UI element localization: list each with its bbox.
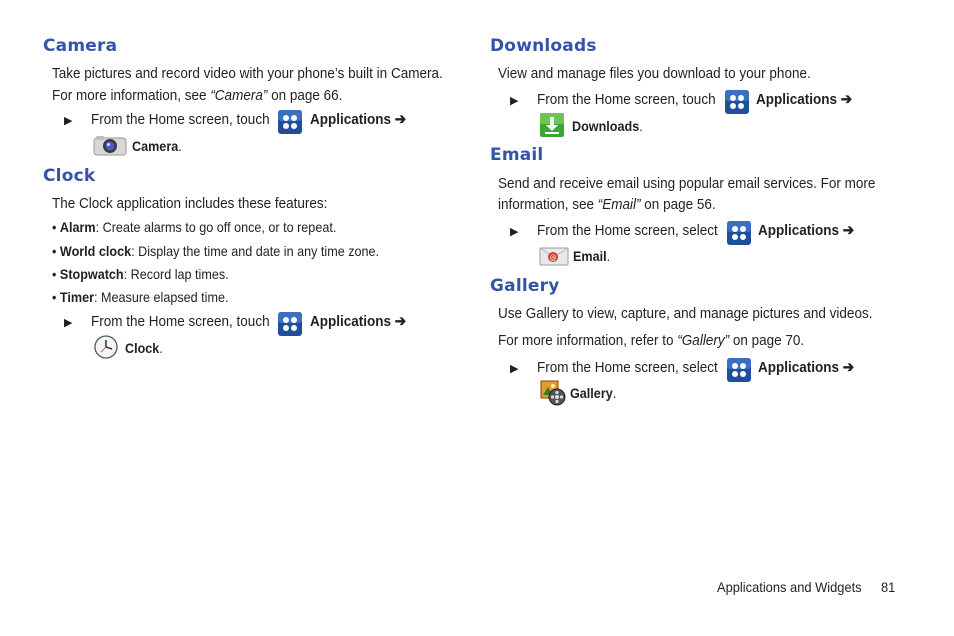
clock-step-text: From the Home screen, touch [91, 313, 270, 330]
gallery-step-applications: Applications ➔ [758, 359, 855, 376]
applications-icon [727, 221, 751, 245]
feature-name: World clock [59, 243, 132, 259]
downloads-icon [540, 113, 564, 137]
email-step-text: From the Home screen, select [537, 222, 718, 239]
reference-text: information, see [498, 196, 598, 213]
email-icon [539, 244, 569, 268]
reference-page-text: on page 56. [640, 196, 716, 213]
step-marker: ▶ [64, 316, 73, 329]
camera-page-link[interactable]: “Camera” [210, 87, 268, 104]
punctuation: . [178, 138, 182, 154]
email-heading: Email [490, 145, 544, 165]
feature-name: Alarm [59, 219, 96, 235]
reference-page-text: on page 66. [267, 87, 343, 104]
email-target-label: Email [573, 248, 607, 264]
camera-icon [93, 133, 127, 157]
punctuation: . [159, 340, 163, 356]
clock-step-target [125, 338, 163, 359]
bullet: • [52, 266, 57, 282]
downloads-step-target [572, 116, 643, 137]
punctuation: . [612, 385, 617, 401]
gallery-icon [540, 380, 566, 406]
clock-target-label: Clock [125, 340, 160, 356]
reference-page-text: on page 70. [729, 332, 805, 349]
step-marker: ▶ [510, 225, 519, 238]
clock-icon [94, 335, 118, 359]
camera-step-text: From the Home screen, touch [91, 111, 270, 128]
bullet: • [52, 243, 57, 259]
gallery-target-label: Gallery [570, 385, 613, 401]
downloads-step-text: From the Home screen, touch [537, 91, 716, 108]
gallery-heading: Gallery [490, 276, 560, 296]
feature-desc: : Measure elapsed time. [94, 289, 229, 305]
feature-item [52, 217, 336, 238]
downloads-step-applications: Applications ➔ [756, 91, 853, 108]
email-step-applications: Applications ➔ [758, 222, 855, 239]
bullet: • [52, 219, 57, 235]
gallery-description: Use Gallery to view, capture, and manage pictures and videos. [498, 305, 873, 322]
reference-text: For more information, see [52, 87, 211, 104]
reference-text: For more information, refer to [498, 332, 678, 349]
camera-target-label: Camera [132, 138, 179, 154]
applications-icon [725, 90, 749, 114]
feature-desc: : Create alarms to go off once, or to repeat. [95, 219, 337, 235]
camera-reference [52, 85, 342, 106]
page-number: 81 [881, 579, 896, 595]
gallery-step-text: From the Home screen, select [537, 359, 718, 376]
feature-desc: : Record lap times. [123, 266, 229, 282]
step-marker: ▶ [64, 114, 73, 127]
clock-step-applications: Applications ➔ [310, 313, 407, 330]
gallery-step-target [570, 383, 616, 404]
camera-step-target [132, 136, 182, 157]
feature-desc: : Display the time and date in any time zone. [131, 243, 380, 259]
step-marker: ▶ [510, 362, 519, 375]
footer-section-title: Applications and Widgets [717, 579, 862, 595]
downloads-target-label: Downloads [572, 118, 640, 134]
feature-name: Timer [59, 289, 95, 305]
gallery-page-link[interactable]: “Gallery” [677, 332, 730, 349]
downloads-heading: Downloads [490, 36, 597, 56]
camera-step-applications: Applications ➔ [310, 111, 407, 128]
gallery-reference [498, 330, 804, 351]
step-marker: ▶ [510, 94, 519, 107]
email-step-target [573, 246, 610, 267]
applications-icon [727, 358, 751, 382]
punctuation: . [639, 118, 643, 134]
feature-item [52, 287, 228, 308]
clock-heading: Clock [43, 166, 96, 186]
camera-heading: Camera [43, 36, 118, 56]
downloads-description: View and manage files you download to your phone. [498, 65, 811, 82]
feature-item [52, 264, 229, 285]
email-reference [498, 194, 716, 215]
svg-text:@: @ [549, 254, 557, 262]
bullet: • [52, 289, 57, 305]
feature-item [52, 241, 379, 262]
applications-icon [278, 110, 302, 134]
email-description: Send and receive email using popular email services. For more [498, 175, 876, 192]
clock-intro: The Clock application includes these features: [52, 195, 328, 212]
email-page-link[interactable]: “Email” [597, 196, 641, 213]
punctuation: . [606, 248, 611, 264]
applications-icon [278, 312, 302, 336]
camera-description: Take pictures and record video with your phone’s built in Camera. [52, 65, 443, 82]
feature-name: Stopwatch [59, 266, 124, 282]
